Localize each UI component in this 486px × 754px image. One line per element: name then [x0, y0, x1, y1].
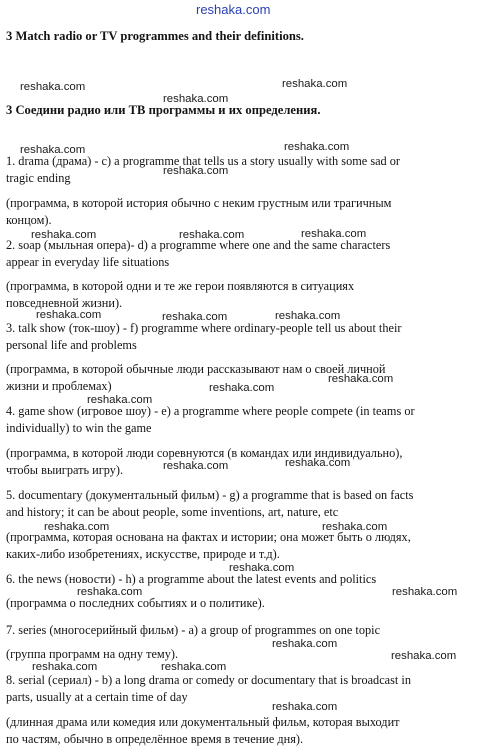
heading-en: 3 Match radio or TV programmes and their definitions. — [6, 29, 304, 43]
site-watermark: reshaka.com — [272, 701, 338, 713]
site-watermark: reshaka.com — [275, 310, 341, 322]
item-4-en-line-2: individually) to win the game — [6, 421, 152, 435]
site-watermark: reshaka.com — [284, 141, 350, 153]
item-2-ru-line-2: повседневной жизни). — [6, 296, 123, 310]
item-1-ru-line-1: (программа, в которой история обычно с неким грустным или трагичным — [6, 196, 392, 210]
item-8-en-line-2: parts, usually at a certain time of day — [6, 690, 188, 704]
item-7-en-line-1: 7. series (многосерийный фильм) - a) a group of programmes on one topic — [6, 623, 381, 637]
site-watermark: reshaka.com — [272, 638, 338, 650]
item-1-en-line-2: tragic ending — [6, 171, 71, 185]
site-watermark: reshaka.com — [322, 521, 388, 533]
item-5-ru-line-2: каких-либо изобретениях, искусстве, природе и т.д). — [6, 547, 280, 561]
heading-ru: 3 Соедини радио или ТВ программы и их определения. — [6, 103, 321, 117]
item-3-en-line-2: personal life and problems — [6, 338, 137, 352]
site-watermark: reshaka.com — [301, 228, 367, 240]
item-7-ru-line-1: (группа программ на одну тему). — [6, 647, 179, 661]
item-8-en-line-1: 8. serial (сериал) - b) a long drama or comedy or documentary that is broadcast in — [6, 673, 411, 687]
site-watermark: reshaka.com — [32, 661, 98, 673]
site-watermark: reshaka.com — [282, 78, 348, 90]
item-3-ru-line-1: (программа, в которой обычные люди рассказывают нам о своей личной — [6, 362, 386, 376]
item-5-en-line-2: and history; it can be about people, some inventions, art, nature, etc — [6, 505, 339, 519]
item-1-en-line-1: 1. drama (драма) - c) a programme that tells us a story usually with some sad or — [6, 154, 401, 168]
item-4-ru-line-2: чтобы выиграть игру). — [6, 463, 124, 477]
site-watermark: reshaka.com — [391, 650, 457, 662]
site-watermark: reshaka.com — [44, 521, 110, 533]
item-6-en-line-1: 6. the news (новости) - h) a programme about the latest events and politics — [6, 572, 377, 586]
item-8-ru-line-2: по частям, обычно в определённое время в течение дня). — [6, 732, 304, 746]
item-4-ru-line-1: (программа, в которой люди соревнуются (в командах или индивидуально), — [6, 446, 403, 460]
item-3-en-line-1: 3. talk show (ток-шоу) - f) programme where ordinary-people tell us about their — [6, 321, 402, 335]
site-watermark: reshaka.com — [87, 394, 153, 406]
site-watermark: reshaka.com — [163, 93, 229, 105]
site-watermark: reshaka.com — [36, 309, 102, 321]
site-watermark: reshaka.com — [31, 229, 97, 241]
site-watermark: reshaka.com — [20, 81, 86, 93]
site-watermark: reshaka.com — [328, 373, 394, 385]
item-8-ru-line-1: (длинная драма или комедия или документальный фильм, которая выходит — [6, 715, 400, 729]
site-watermark: reshaka.com — [229, 562, 295, 574]
site-watermark-top: reshaka.com — [196, 2, 271, 17]
item-2-ru-line-1: (программа, в которой одни и те же герои появляются в ситуациях — [6, 279, 355, 293]
site-watermark: reshaka.com — [285, 457, 351, 469]
site-watermark: reshaka.com — [161, 661, 227, 673]
site-watermark: reshaka.com — [162, 311, 228, 323]
item-1-ru-line-2: концом). — [6, 213, 52, 227]
site-watermark: reshaka.com — [163, 460, 229, 472]
site-watermark: reshaka.com — [179, 229, 245, 241]
site-watermark: reshaka.com — [163, 165, 229, 177]
site-watermark: reshaka.com — [77, 586, 143, 598]
item-3-ru-line-2: жизни и проблемах) — [6, 379, 112, 393]
item-2-en-line-2: appear in everyday life situations — [6, 255, 170, 269]
site-watermark: reshaka.com — [209, 382, 275, 394]
item-6-ru-line-1: (программа о последних событиях и о политике). — [6, 596, 265, 610]
site-watermark: reshaka.com — [20, 144, 86, 156]
item-4-en-line-1: 4. game show (игровое шоу) - e) a programme where people compete (in teams or — [6, 404, 415, 418]
item-2-en-line-1: 2. soap (мыльная опера)- d) a programme where one and the same characters — [6, 238, 391, 252]
site-watermark: reshaka.com — [392, 586, 458, 598]
item-5-ru-line-1: (программа, которая основана на фактах и истории; она может быть о людях, — [6, 530, 411, 544]
item-5-en-line-1: 5. documentary (документальный фильм) - g) a programme that is based on facts — [6, 488, 414, 502]
